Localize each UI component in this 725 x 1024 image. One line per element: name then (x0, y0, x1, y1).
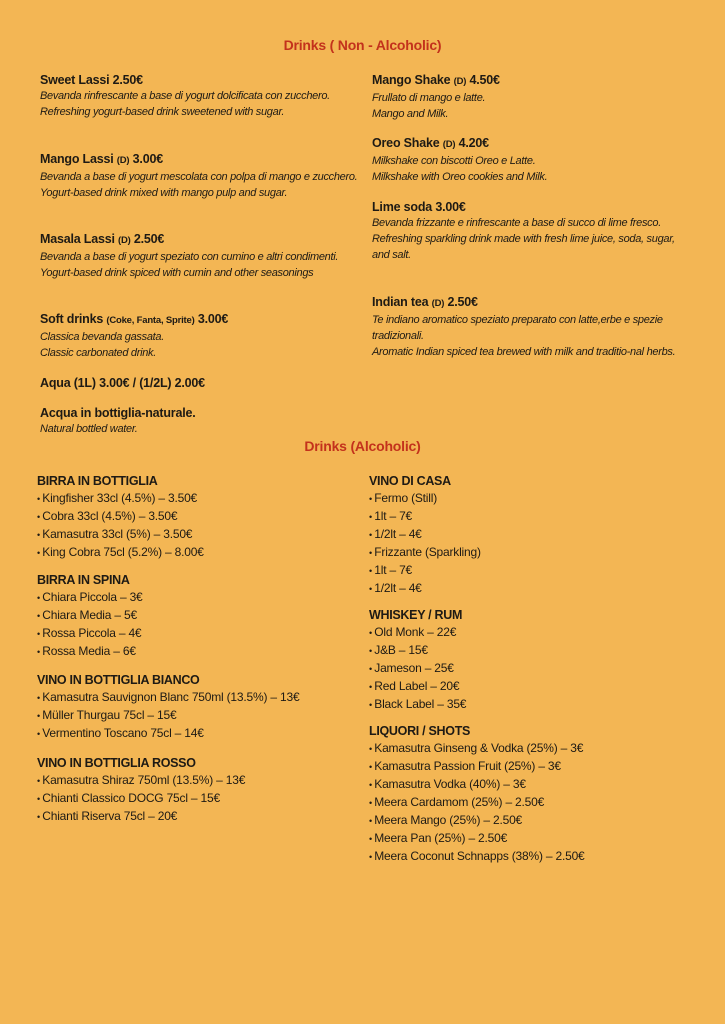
menu-item: • Chiara Media – 5€ (37, 607, 357, 625)
drink-name (40, 72, 360, 88)
section-heading: BIRRA IN BOTTIGLIA (37, 474, 158, 488)
drink-item (372, 199, 692, 263)
menu-section (37, 572, 357, 661)
drink-note: (D) (431, 298, 445, 309)
menu-item: • Jameson – 25€ (369, 660, 689, 678)
menu-item: • Kingfisher 33cl (4.5%) – 3.50€ (37, 490, 357, 508)
drink-item (40, 375, 360, 391)
menu-item: • Meera Cardamom (25%) – 2.50€ (369, 794, 689, 812)
section-heading: BIRRA IN SPINA (37, 573, 130, 587)
menu-item: • Vermentino Toscano 75cl – 14€ (37, 725, 357, 743)
drink-description: Bevanda rinfrescante a base di yogurt dolcificata con zucchero. (40, 90, 330, 102)
drink-price: 4.50€ (469, 73, 500, 87)
drink-title: Mango Shake (372, 73, 451, 87)
drink-description: Te indiano aromatico speziato preparato con latte,erbe e spezie tradizionali. (372, 314, 663, 342)
menu-item: • Chiara Piccola – 3€ (37, 589, 357, 607)
drink-name (40, 311, 360, 329)
drink-item (40, 72, 360, 120)
drink-note: (D) (116, 155, 130, 166)
menu-item: • King Cobra 75cl (5.2%) – 8.00€ (37, 544, 357, 562)
menu-item: • Old Monk – 22€ (369, 624, 689, 642)
drink-description: Natural bottled water. (40, 423, 138, 435)
drink-description: Classic carbonated drink. (40, 347, 157, 359)
menu-item: • Frizzante (Sparkling) (369, 544, 689, 562)
menu-item: • Kamasutra 33cl (5%) – 3.50€ (37, 526, 357, 544)
drink-price: 4.20€ (458, 136, 489, 150)
drink-note: (D) (442, 139, 456, 150)
drink-item (372, 135, 692, 185)
menu-section (37, 672, 357, 743)
drink-name (40, 405, 360, 421)
menu-item: • 1/2lt – 4€ (369, 580, 689, 598)
menu-item: • Meera Coconut Schnapps (38%) – 2.50€ (369, 848, 689, 866)
drink-description: Milkshake con biscotti Oreo e Latte. (372, 155, 536, 167)
drink-price: 2.50€ (133, 232, 165, 246)
drink-note: (Coke, Fanta, Sprite) (106, 315, 195, 326)
drink-title: Masala Lassi (40, 232, 115, 246)
drink-description: Yogurt-based drink spiced with cumin and other seasonings (40, 267, 314, 279)
alcoholic-title: Drinks (Alcoholic) (304, 438, 421, 454)
drink-name (40, 375, 360, 391)
menu-item: • Kamasutra Shiraz 750ml (13.5%) – 13€ (37, 772, 357, 790)
menu-item: • Meera Pan (25%) – 2.50€ (369, 830, 689, 848)
drink-title: Soft drinks (40, 312, 104, 326)
section-heading: LIQUORI / SHOTS (369, 724, 471, 738)
menu-section (37, 755, 357, 826)
section-heading: VINO IN BOTTIGLIA ROSSO (37, 756, 196, 770)
drink-price: 2.50€ (112, 73, 143, 87)
drink-note: (D) (453, 76, 467, 87)
drink-price: 3.00€ (132, 152, 163, 166)
drink-description: Milkshake with Oreo cookies and Milk. (372, 171, 548, 183)
section-heading: WHISKEY / RUM (369, 608, 463, 622)
drink-title: Oreo Shake (372, 136, 440, 150)
menu-item: • Cobra 33cl (4.5%) – 3.50€ (37, 508, 357, 526)
menu-item: • Meera Mango (25%) – 2.50€ (369, 812, 689, 830)
section-heading: VINO IN BOTTIGLIA BIANCO (37, 673, 200, 687)
menu-item: • Chianti Classico DOCG 75cl – 15€ (37, 790, 357, 808)
drink-name (40, 231, 360, 249)
drink-item (40, 405, 360, 437)
menu-section (369, 473, 689, 598)
drink-title: Sweet Lassi (40, 73, 110, 87)
menu-item: • Fermo (Still) (369, 490, 689, 508)
drink-name (372, 294, 692, 312)
menu-item: • J&B – 15€ (369, 642, 689, 660)
drink-item (40, 151, 360, 201)
section-heading: VINO DI CASA (369, 474, 451, 488)
menu-item: • Kamasutra Passion Fruit (25%) – 3€ (369, 758, 689, 776)
menu-item: • Müller Thurgau 75cl – 15€ (37, 707, 357, 725)
drink-item (40, 311, 360, 361)
drink-price: 2.50€ (447, 295, 478, 309)
drink-description: Yogurt-based drink mixed with mango pulp and sugar. (40, 187, 288, 199)
drink-description: Bevanda a base di yogurt speziato con cumino e altri condimenti. (40, 251, 339, 263)
drink-description: Mango and Milk. (372, 108, 449, 120)
drink-price: 3.00€ (197, 312, 229, 326)
menu-item: • Chianti Riserva 75cl – 20€ (37, 808, 357, 826)
drink-item (40, 231, 360, 281)
drink-title: Aqua (1L) 3.00€ / (1/2L) 2.00€ (40, 376, 205, 390)
menu-section (369, 723, 689, 866)
drink-name (372, 72, 692, 90)
drink-description: Refreshing yogurt-based drink sweetened with sugar. (40, 106, 285, 118)
drink-description: Aromatic Indian spiced tea brewed with milk and traditio-nal herbs. (372, 346, 676, 358)
drink-title: Mango Lassi (40, 152, 114, 166)
drink-description: Bevanda a base di yogurt mescolata con polpa di mango e zucchero. (40, 171, 358, 183)
drink-item (372, 294, 692, 360)
menu-item: • 1lt – 7€ (369, 508, 689, 526)
drink-note: (D) (118, 235, 131, 246)
menu-section (37, 473, 357, 562)
menu-item: • Kamasutra Sauvignon Blanc 750ml (13.5%) – 13€ (37, 689, 357, 707)
drink-item (372, 72, 692, 122)
drink-title: Indian tea (372, 295, 429, 309)
menu-item: • Rossa Piccola – 4€ (37, 625, 357, 643)
non-alcoholic-title: Drinks ( Non - Alcoholic) (283, 37, 442, 53)
drink-name (40, 151, 360, 169)
menu-item: • Black Label – 35€ (369, 696, 689, 714)
drink-description: Frullato di mango e latte. (372, 92, 486, 104)
drink-description: Refreshing sparkling drink made with fresh lime juice, soda, sugar, and salt. (372, 233, 675, 261)
drink-name (372, 135, 692, 153)
menu-item: • Rossa Media – 6€ (37, 643, 357, 661)
drink-description: Classica bevanda gassata. (40, 331, 164, 343)
drink-description: Bevanda frizzante e rinfrescante a base di succo di lime fresco. (372, 217, 661, 229)
menu-item: • Kamasutra Ginseng & Vodka (25%) – 3€ (369, 740, 689, 758)
drink-title: Acqua in bottiglia-naturale. (40, 406, 196, 420)
menu-item: • Kamasutra Vodka (40%) – 3€ (369, 776, 689, 794)
menu-item: • Red Label – 20€ (369, 678, 689, 696)
drink-title: Lime soda (372, 200, 433, 214)
drink-price: 3.00€ (435, 200, 466, 214)
drink-name (372, 199, 692, 215)
menu-section (369, 607, 689, 714)
menu-item: • 1/2lt – 4€ (369, 526, 689, 544)
menu-item: • 1lt – 7€ (369, 562, 689, 580)
